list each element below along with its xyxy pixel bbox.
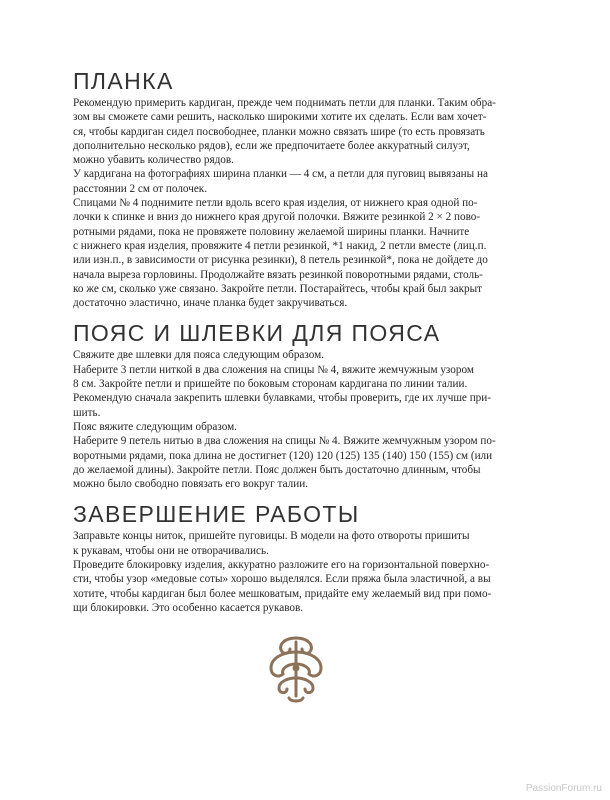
section-body — [73, 348, 551, 491]
body-text-line: сти, чтобы узор «медовые соты» хорошо выделялся. Если пряжа была эластичной, а вы — [73, 573, 491, 586]
section — [73, 318, 551, 491]
watermark-text: PassionForum.ru — [525, 783, 602, 794]
body-text-line: Наберите 9 петель нитью в два сложения на спицы № 4. Вяжите жемчужным узором по- — [73, 435, 496, 448]
body-text-line: Проведите блокировку изделия, аккуратно разложите его на горизонтальной поверхно- — [73, 559, 490, 572]
body-text-line: щи блокировки. Это особенно касается рукавов. — [73, 601, 304, 614]
body-text-line: Спицами № 4 поднимите петли вдоль всего края изделия, от нижнего края одной по- — [73, 197, 478, 210]
body-text-line: дополнительно несколько рядов), если же предпочитаете более аккуратный силуэт, — [73, 139, 470, 152]
body-text-line: достаточно эластично, иначе планка будет закручиваться. — [73, 297, 348, 310]
decorative-ornament-icon — [263, 632, 329, 706]
body-text-line: шить. — [73, 406, 101, 419]
body-text-line: Рекомендую сначала закрепить шлевки булавками, чтобы проверить, где их лучше при- — [73, 392, 491, 405]
body-text-line: с нижнего края изделия, провяжите 4 петли резинкой, *1 накид, 2 петли вместе (лиц.п. — [73, 239, 487, 252]
body-text-line: зом вы сможете сами решить, насколько широкими хотите их сделать. Если вам хочет- — [73, 111, 487, 124]
body-text-line: 8 см. Закройте петли и пришейте по боковым сторонам кардигана по линии талии. — [73, 378, 468, 391]
section-heading: ЗАВЕРШЕНИЕ РАБОТЫ — [73, 501, 360, 528]
body-text-line: лочки к спинке и вниз до нижнего края другой полочки. Вяжите резинкой 2 × 2 пово- — [73, 211, 481, 224]
body-text-line: можно убавить количество рядов. — [73, 154, 234, 167]
document-content — [73, 66, 551, 623]
body-text-line: к рукавам, чтобы они не отворачивались. — [73, 544, 269, 557]
body-text-line: ротными рядами, пока не провяжете половину желаемой ширины планки. Начните — [73, 225, 470, 238]
section — [73, 66, 551, 310]
body-text-line: хотите, чтобы кардиган был более мешковатым, придайте ему желаемый вид при помо- — [73, 587, 492, 600]
body-text-line: У кардигана на фотографиях ширина планки — 4 см, а петли для пуговиц вывязаны на — [73, 168, 488, 181]
section-heading: ПЛАНКА — [73, 68, 174, 94]
body-text-line: воротными рядами, пока длина не достигнет (120) 120 (125) 135 (140) 150 (155) см (или — [73, 449, 493, 462]
body-text-line: ко же см, сколько уже связано. Закройте петли. Постарайтесь, чтобы край был закрыт — [73, 282, 483, 295]
section-heading: ПОЯС И ШЛЕВКИ ДЛЯ ПОЯСА — [73, 320, 441, 347]
body-text-line: начала выреза горловины. Продолжайте вязать резинкой поворотными рядами, столь- — [73, 268, 483, 281]
body-text-line: до желаемой длины). Закройте петли. Пояс должен быть достаточно длинным, чтобы — [73, 463, 481, 476]
section-body — [73, 529, 551, 615]
body-text-line: Наберите 3 петли ниткой в два сложения на спицы № 4, вяжите жемчужным узором — [73, 363, 474, 376]
section-body — [73, 96, 551, 310]
body-text-line: ся, чтобы кардиган сидел посвободнее, планки можно связать шире (то есть провязать — [73, 125, 485, 138]
body-text-line: Свяжите две шлевки для пояса следующим образом. — [73, 349, 324, 362]
body-text-line: Рекомендую примерить кардиган, прежде чем поднимать петли для планки. Таким обра- — [73, 97, 496, 109]
body-text-line: или изн.п., в зависимости от рисунка резинки), 8 петель резинкой*, пока не дойдете до — [73, 254, 488, 267]
section — [73, 499, 551, 615]
body-text-line: расстоянии 2 см от полочек. — [73, 182, 208, 195]
body-text-line: можно было свободно повязать его вокруг талии. — [73, 478, 308, 491]
body-text-line: Заправьте концы ниток, пришейте пуговицы. В модели на фото отвороты пришиты — [73, 530, 470, 543]
body-text-line: Пояс вяжите следующим образом. — [73, 420, 237, 433]
